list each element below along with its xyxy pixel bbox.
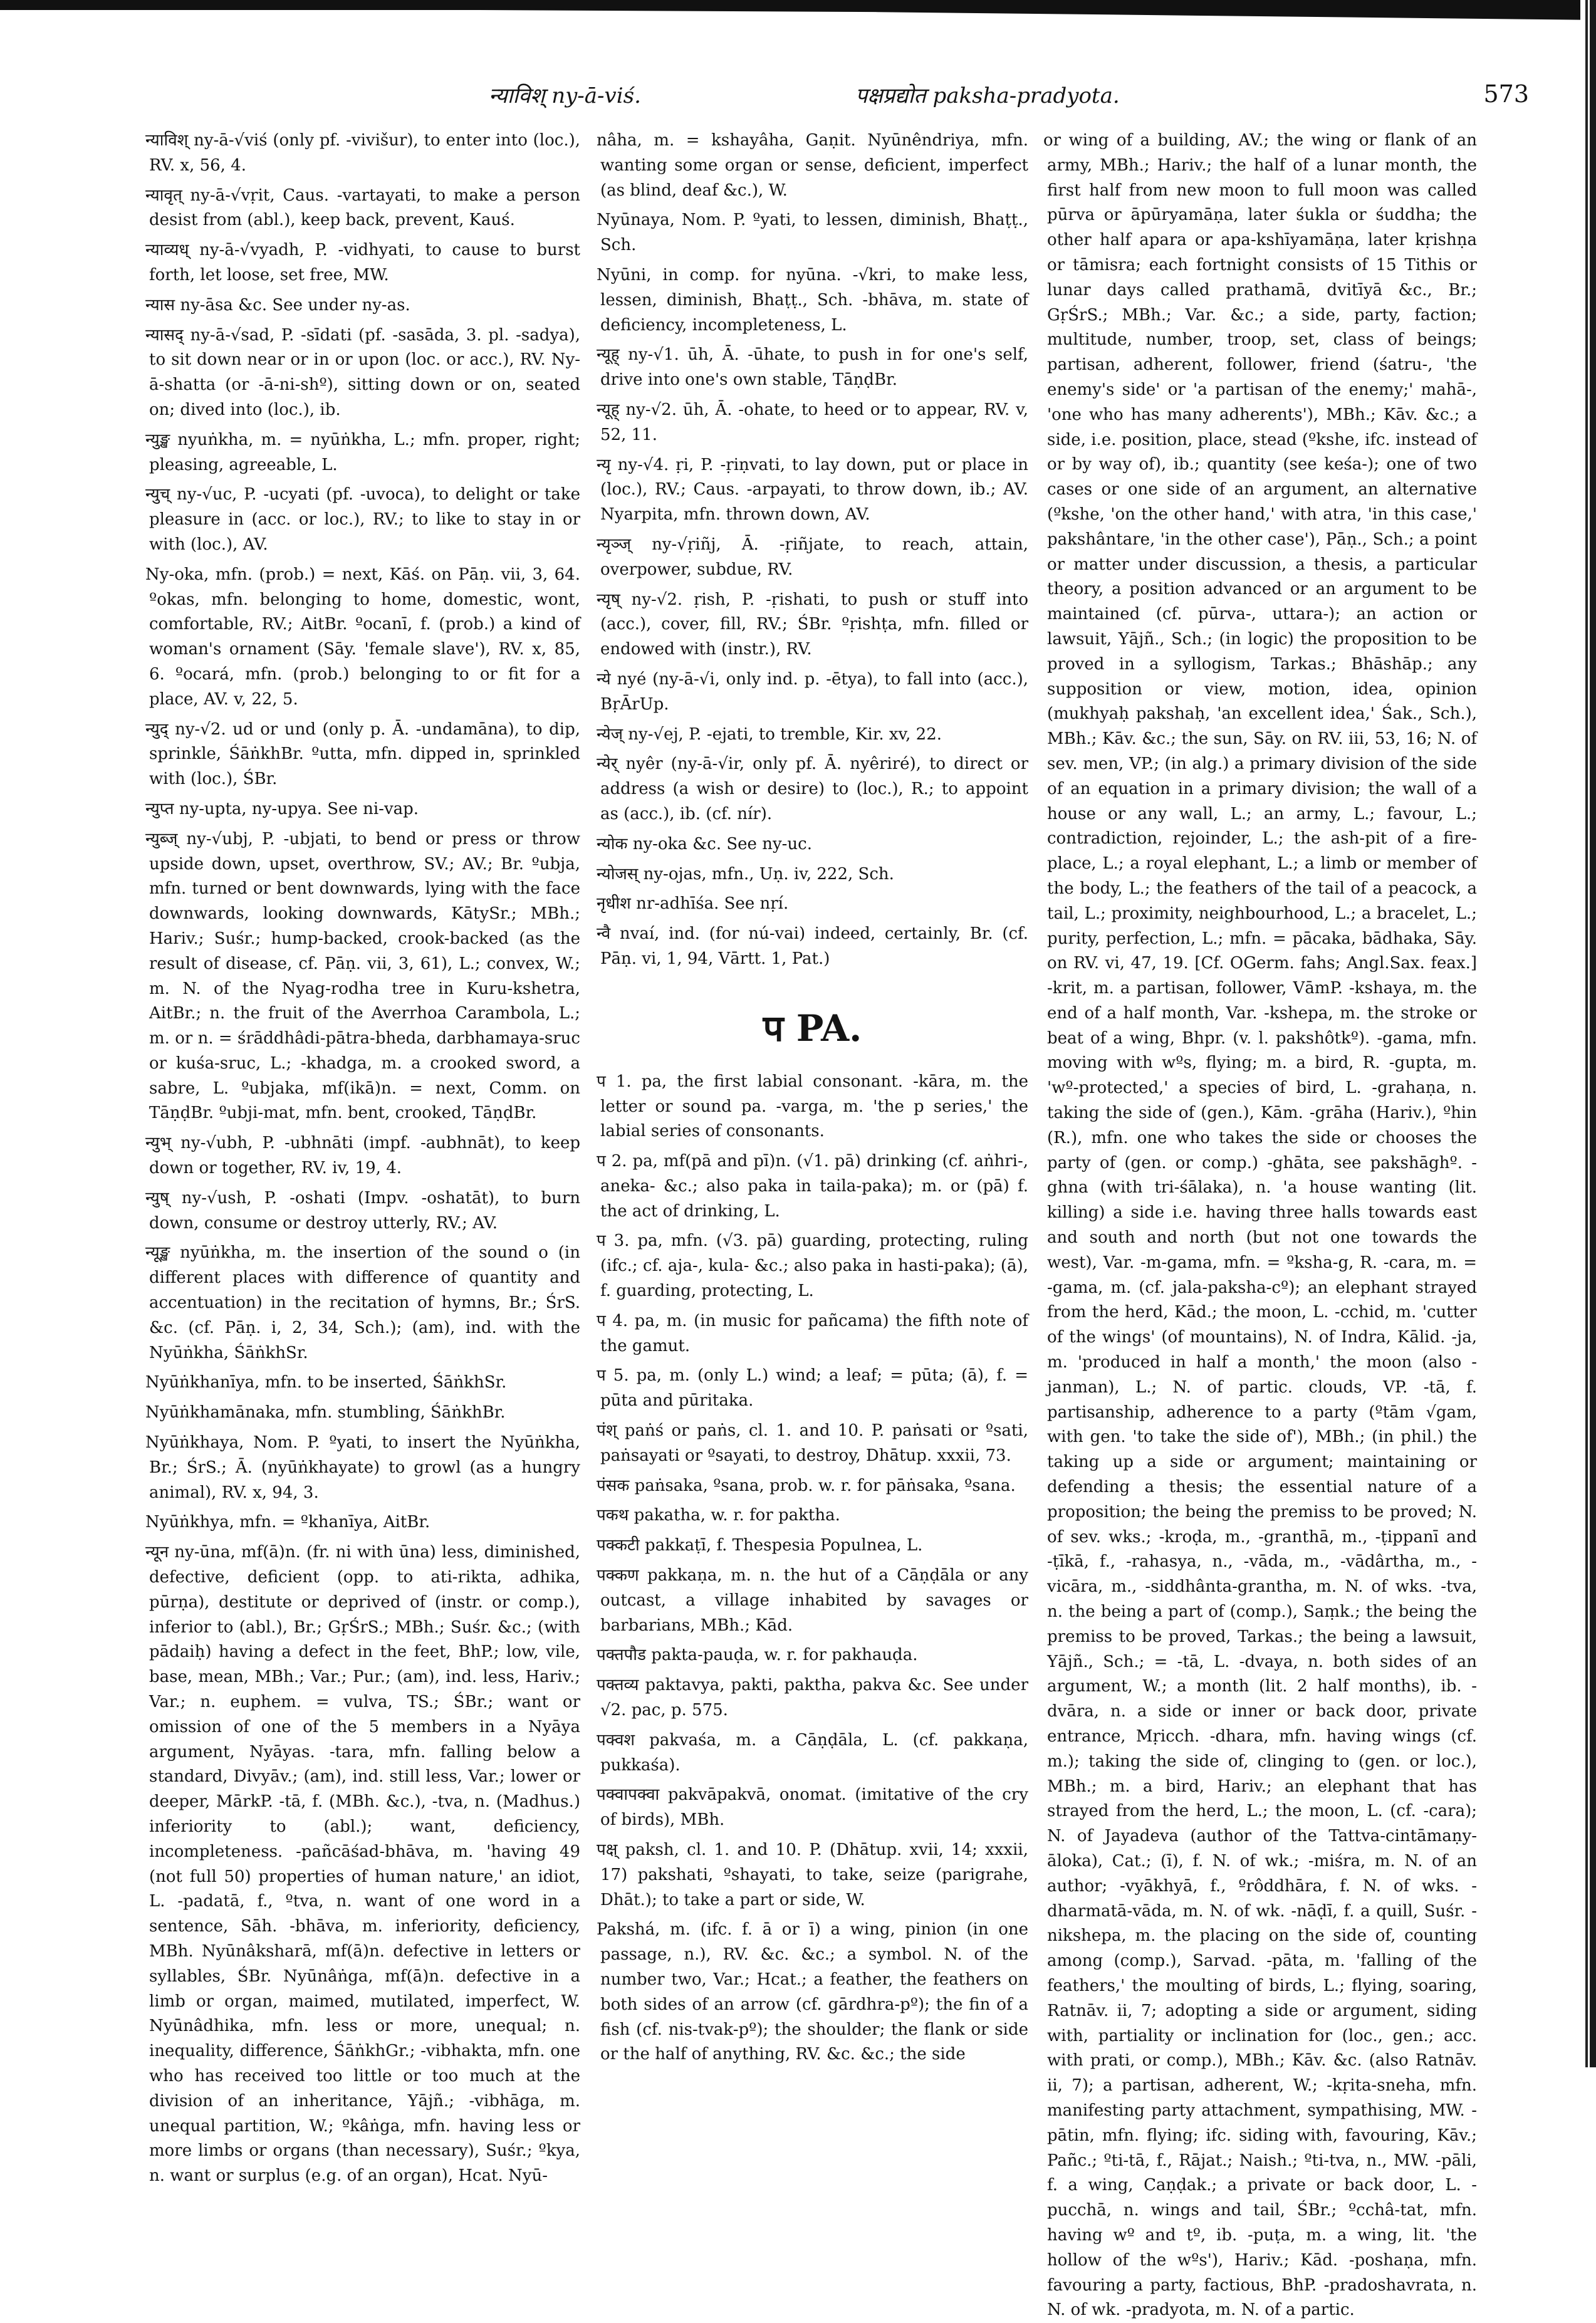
page-number: 573 [1483, 80, 1529, 108]
dictionary-entry: Nyūṅkhamānaka, mfn. stumbling, ŚāṅkhBr. [145, 1403, 506, 1423]
column-3 [1043, 128, 1477, 2320]
dictionary-entry: पक्कण pakkaṇa, m. n. the hut of a Cāṇḍāla or any outcast, a village inhabited by savages or barbarians, MBh.; Kād. [597, 1566, 1028, 1635]
dictionary-entry: Pakshá, m. (ifc. f. ā or ī) a wing, pinion (in one passage, n.), RV. &c. &c.; a symbol. N. of the number two, Var.; Hcat.; a feather, the feathers on both sides of an arrow (cf. gārdhra-pº); the fin of a fish (cf. nis-tvak-pº); the shoulder; the flank or side or the half of anything, RV. &c. &c.; the side [597, 1920, 1028, 2064]
dictionary-entry: नृधीश nr-adhīśa. See nṛí. [597, 894, 789, 914]
dictionary-entry: न्युद् ny-√2. ud or und (only p. Ā. -undamāna), to dip, sprinkle, ŚāṅkhBr. ºutta, mfn. dipped in, sprinkled with (loc.), ŚBr. [145, 719, 580, 789]
dictionary-entry: न्युब्ज् ny-√ubj, P. -ubjati, to bend or press or throw upside down, upset, overthrow, SV.; AV.; Br. ºubja, mfn. turned or bent downwards, lying with the face downwards, looking downwards, KātySr.; MBh.; Hariv.; Suśr.; hump-backed, crook-backed (as the result of disease, cf. Pāṇ. vii, 3, 61), L.; convex, W.; m. N. of the Nyag-rodha tree in Kuru-kshetra, AitBr.; n. the fruit of the Averrhoa Carambola, L.; m. or n. = śrāddhâdi-pātra-bheda, darbhamaya-sruc or kuśa-sruc, L.; -khadga, m. a crooked sword, a sabre, L. ºubjaka, mf(ikā)n. = next, Comm. on TāṇḍBr. ºubji-mat, mfn. bent, crooked, TāṇḍBr. [145, 829, 580, 1123]
dictionary-entry: न्युभ् ny-√ubh, P. -ubhnāti (impf. -aubhnāt), to keep down or together, RV. iv, 19, 4. [145, 1134, 580, 1178]
dictionary-entry: nâha, m. = kshayâha, Gaṇit. Nyūnêndriya, mfn. wanting some organ or sense, deficient, imperfect (as blind, deaf &c.), W. [597, 131, 1028, 200]
dictionary-entry: न्येर् nyêr (ny-ā-√ir, only pf. Ā. nyêriré), to direct or address (a wish or desire) to (loc.), R.; to appoint as (acc.), ib. (cf. nír). [597, 754, 1028, 823]
dictionary-entry: न्यृ ny-√4. ṛi, P. -ṛiṇvati, to lay down, put or place in (loc.), RV.; Caus. -arpayati, to throw down, ib.; AV. Nyarpita, mfn. thrown down, AV. [597, 455, 1028, 525]
left-running-head: न्याविश् ny-ā-viś. [489, 83, 641, 108]
dictionary-entry: न्युच् ny-√uc, P. -ucyati (pf. -uvoca), to delight or take pleasure in (acc. or loc.), RV.; to like to stay in or with (loc.), AV. [145, 485, 580, 554]
dictionary-entry: प 4. pa, m. (in music for pañcama) the fifth note of the gamut. [597, 1311, 1028, 1355]
dictionary-entry: पंश् paṅś or paṅs, cl. 1. and 10. P. paṅsati or ºsati, paṅsayati or ºsayati, to destroy, Dhātup. xxxii, 73. [597, 1421, 1028, 1465]
dictionary-entry: Nyūṅkhya, mfn. = ºkhanīya, AitBr. [145, 1513, 430, 1532]
dictionary-entry: पंसक paṅsaka, ºsana, prob. w. r. for pāṅsaka, ºsana. [597, 1476, 1016, 1495]
dictionary-entry: Ny-oka, mfn. (prob.) = next, Kāś. on Pāṇ. vii, 3, 64. ºokas, mfn. belonging to home, domestic, wont, comfortable, RV.; AitBr. ºocanī, f. (prob.) a kind of woman's ornament (Sāy. 'female slave'), RV. x, 85, 6. ºocará, mfn. (prob.) belonging to or fit for a place, AV. v, 22, 5. [145, 565, 580, 709]
dictionary-entry: न्यास ny-āsa &c. See under ny-as. [145, 295, 410, 315]
dictionary-entry: न्योजस् ny-ojas, mfn., Uṇ. iv, 222, Sch. [597, 864, 894, 884]
dictionary-entry: प 5. pa, m. (only L.) wind; a leaf; = pūta; (ā), f. = pūta and pūritaka. [597, 1366, 1028, 1411]
dictionary-entry: न्यूह् ny-√2. ūh, Ā. -ohate, to heed or to appear, RV. v, 52, 11. [597, 400, 1028, 444]
dictionary-entry: न्यासद् ny-ā-√sad, P. -sīdati (pf. -sasāda, 3. pl. -sadya), to sit down near or in or upon (loc. or acc.), RV. Ny-ā-shatta (or -ā-ni-shº), sitting down or on, seated on; dived into (loc.), ib. [145, 325, 580, 419]
dictionary-entry: न्ये nyé (ny-ā-√i, only ind. p. -ētya), to fall into (acc.), BṛĀrUp. [597, 669, 1028, 714]
dictionary-entry: न्यूह् ny-√1. ūh, Ā. -ūhate, to push in for one's self, drive into one's own stable, TāṇḍBr. [597, 345, 1028, 390]
dictionary-entry: Nyūni, in comp. for nyūna. -√kri, to make less, lessen, diminish, Bhaṭṭ., Sch. -bhāva, m. state of deficiency, incompleteness, L. [597, 265, 1028, 335]
column-2 [597, 128, 1028, 2064]
dictionary-entry: न्यावृत् ny-ā-√vṛit, Caus. -vartayati, to make a person desist from (abl.), keep back, prevent, Kauś. [145, 185, 580, 230]
scan-top-wedge [0, 10, 1596, 20]
dictionary-entry: Nyūnaya, Nom. P. ºyati, to lessen, diminish, Bhaṭṭ., Sch. [597, 211, 1028, 255]
dictionary-entry: न्येज् ny-√ej, P. -ejati, to tremble, Kir. xv, 22. [597, 724, 942, 744]
dictionary-entry: न्वै nvaí, ind. (for nú-vai) indeed, certainly, Br. (cf. Pāṇ. vi, 1, 94, Vārtt. 1, Pat.) [597, 924, 1028, 968]
dictionary-entry: or wing of a building, AV.; the wing or flank of an army, MBh.; Hariv.; the half of a lunar month, the first half from new moon to full moon was called pūrva or āpūryamāṇa, later śukla or śuddha; the other half apara or apa-kshīyamāṇa, later kṛishṇa or tāmisra; each fortnight consists of 15 Tithis or lunar days called prathamā, dvitīyā &c., Br.; GṛŚrS.; MBh.; Var. &c.; a side, party, faction; multitude, number, troop, set, class of beings; partisan, adherent, follower, friend (śatru-, 'the enemy's side' or 'a partisan of the enemy;' mahā-, 'one who has many adherents'), MBh.; Kāv. &c.; a side, i.e. position, place, stead (ºkshe, ifc. instead of or by way of), ib.; quantity (see keśa-); one of two cases or one side of an argument, an alternative (ºkshe, 'on the other hand,' with atra, 'in this case,' pakshântare, 'in the other case'), Pāṇ., Sch.; a point or matter under discussion, a thesis, a particular theory, a position advanced or an argument to be maintained (cf. pūrva-, uttara-); an action or lawsuit, Yājñ., Sch.; (in logic) the proposition to be proved in a syllogism, Tarkas.; Bhāshāp.; any supposition or view, motion, idea, opinion (mukhyaḥ pakshaḥ, 'an excellent idea,' Śak., Sch.), MBh.; Kāv. &c.; the sun, Sāy. on RV. iii, 53, 16; N. of sev. men, VP.; (in alg.) a primary division of the side of an equation in a primary division; the wall of a house or any wall, L.; an army, L.; favour, L.; contradiction, rejoinder, L.; the ash-pit of a fire-place, L.; a royal elephant, L.; a limb or member of the body, L.; the feathers of the tail of a peacock, a tail, L.; proximity, neighbourhood, L.; a bracelet, L.; purity, perfection, L.; mfn. = pācaka, bādhaka, Sāy. on RV. vi, 47, 19. [Cf. OGerm. fahs; Angl.Sax. feax.] -krit, m. a partisan, follower, VāmP. -kshaya, m. the end of a half month, Var. -kshepa, m. the stroke or beat of a wing, Bhpr. (v. l. pakshôtkº). -gama, mfn. moving with wºs, flying; m. a bird, R. -gupta, m. 'wº-protected,' a species of bird, L. -grahaṇa, n. taking the side of (gen.), Kām. -grāha (Hariv.), ºhin (R.), mfn. one who takes the side or chooses the party of (gen. or comp.) -ghāta, see pakshāghº. -ghna (with tri-śālaka), n. 'a house wanting (lit. killing) a side i.e. having three halls towards east and south and north (but not one towards the west), Var. -m-gama, mfn. = ºksha-g, R. -cara, m. = -gama, m. (cf. jala-paksha-cº); an elephant strayed from the herd, Kād.; the moon, L. -cchid, m. 'cutter of the wings' (of mountains), N. of Indra, Kālid. -ja, m. 'produced in half a month,' the moon (also -janman), L.; N. of partic. clouds, VP. -tā, f. partisanship, adherence to a party (ºtām √gam, with gen. 'to take the side of'), MBh.; (in phil.) the taking up a side or argument; maintaining or defending a thesis; the essential nature of a proposition; the being the premiss to be proved; N. of sev. wks.; -kroḍa, m., -granthā, m., -ṭippanī and -ṭīkā, f., -rahasya, n., -vāda, m., -vādârtha, m., -vicāra, m., -siddhânta-grantha, m. N. of wks. -tva, n. the being a part of (comp.), Saṃk.; the being the premiss to be proved, Tarkas.; the being a lawsuit, Yājñ., Sch.; = -tā, L. -dvaya, n. both sides of an argument, W.; a month (lit. 2 half months), ib. -dvāra, n. a side or inner or back door, private entrance, Mṛicch. -dhara, mfn. having wings (cf. m.); taking the side of, clinging to (gen. or loc.), MBh.; m. a bird, Hariv.; an elephant that has strayed from the herd, L.; the moon, L. (cf. -cara); N. of Jayadeva (author of the Tattva-cintāmaṇy-āloka), Cat.; (ī), f. N. of wk.; -miśra, m. N. of an author; -vyākhyā, f., ºrôddhāra, f. N. of wks. -dharmatā-vāda, m. N. of wk. -nāḍī, f. a quill, Suśr. -nikshepa, m. the placing on the side of, counting among (comp.), Sarvad. -pāta, m. 'falling of the feathers,' the moulting of birds, L.; flying, soaring, Ratnāv. ii, 7; adopting a side or argument, siding with, partiality or inclination for (loc., gen.; acc. with prati, or comp.), MBh.; Kāv. &c. (also Ratnāv. ii, 7); a partisan, adherent, W.; -kṛita-sneha, mfn. manifesting party attachment, sympathising, MW. -pātin, mfn. flying; ifc. siding with, favouring, Kāv.; Pañc.; ºti-tā, f., Rājat.; Naish.; ºti-tva, n., MW. -pāli, f. a wing, Caṇḍak.; a private or back door, L. -pucchā, n. wings and tail, ŚBr.; ºcchâ-tat, mfn. having wº and tº, ib. -puṭa, m. a wing, lit. 'the hollow of the wºs'), Hariv.; Kād. -poshaṇa, mfn. favouring a party, factious, BhP. -pradoshavrata, n. N. of wk. -pradyota, m. N. of a partic. [1043, 131, 1477, 2320]
center-running-head: पक्षप्रद्योत paksha-pradyota. [855, 83, 1120, 108]
dictionary-entry: पकथ pakatha, w. r. for paktha. [597, 1506, 840, 1525]
dictionary-entry: न्याविश् ny-ā-√viś (only pf. -vivišur), to enter into (loc.), RV. x, 56, 4. [145, 131, 580, 175]
column-1 [145, 128, 580, 2186]
dictionary-entry: न्यून ny-ūna, mf(ā)n. (fr. ni with ūna) less, diminished, defective, deficient (opp. to ati-rikta, adhika, pūrṇa), destitute or deprived of (instr. or comp.), inferior to (abl.), Br.; GṛŚrS.; MBh.; Suśr. &c.; (with pādaiḥ) having a defect in the feet, BhP.; low, vile, base, mean, MBh.; Var.; Pur.; (am), ind. less, Hariv.; Var.; n. euphem. = vulva, TS.; ŚBr.; want or omission of one of the 5 members in a Nyāya argument, Nyāyas. -tara, mfn. falling below a standard, Divyāv.; (am), ind. still less, Var.; lower or deeper, MārkP. -tā, f. (MBh. &c.), -tva, n. (Madhus.) inferiority to (abl.); want, deficiency, incompleteness. -pañcāśad-bhāva, m. 'having 49 (not full 50) properties of human nature,' an idiot, L. -padatā, f., ºtva, n. want of one word in a sentence, Sāh. -bhāva, m. inferiority, deficiency, MBh. Nyūnâksharā, mf(ā)n. defective in letters or syllables, ŚBr. Nyūnâṅga, mf(ā)n. defective in a limb or organ, maimed, mutilated, imperfect, W. Nyūnâdhika, mfn. less or more, unequal; n. inequality, difference, ŚāṅkhGr.; -vibhakta, mfn. one who has received too little or too much at the division of an inheritance, Yājñ.; -vibhāga, m. unequal partition, W.; ºkâṅga, mfn. having less or more limbs or organs (than necessary), Suśr.; ºkya, n. want or surplus (e.g. of an organ), Hcat. Nyū- [145, 1543, 580, 2186]
dictionary-entry: न्यूङ्ख nyūṅkha, m. the insertion of the sound o (in different places with difference of quantity and accentuation) in the recitation of hymns, Br.; ŚrS. &c. (cf. Pāṇ. i, 2, 34, Sch.); (am), ind. with the Nyūṅkha, ŚāṅkhSr. [145, 1243, 580, 1362]
dictionary-entry: पक्ष् paksh, cl. 1. and 10. P. (Dhātup. xvii, 14; xxxii, 17) pakshati, ºshayati, to take, seize (parigrahe, Dhāt.); to take a part or side, W. [597, 1840, 1028, 1909]
dictionary-entry: न्युङ्ख nyuṅkha, m. = nyūṅkha, L.; mfn. proper, right; pleasing, agreeable, L. [145, 430, 580, 474]
dictionary-entry: पक्वापक्वा pakvāpakvā, onomat. (imitative of the cry of birds), MBh. [597, 1785, 1028, 1830]
dictionary-entry: Nyūṅkhanīya, mfn. to be inserted, ŚāṅkhSr. [145, 1373, 507, 1392]
page-header [125, 80, 1529, 118]
dictionary-entry: प 3. pa, mfn. (√3. pā) guarding, protecting, ruling (ifc.; cf. aja-, kula- &c.; also paka in hasti-paka); (ā), f. guarding, protecting, L. [597, 1231, 1028, 1301]
dictionary-entry: पक्तपौड pakta-pauḍa, w. r. for pakhauḍa. [597, 1646, 918, 1665]
dictionary-entry: न्योक ny-oka &c. See ny-uc. [597, 834, 812, 854]
dictionary-entry: न्याव्यध् ny-ā-√vyadh, P. -vidhyati, to cause to burst forth, let loose, set free, MW. [145, 241, 580, 285]
section-heading: प PA. [763, 1006, 862, 1050]
dictionary-entry: न्युष् ny-√ush, P. -oshati (Impv. -oshatāt), to burn down, consume or destroy utterly, RV.; AV. [145, 1188, 580, 1233]
dictionary-entry: न्यृञ्ज् ny-√ṛiñj, Ā. -ṛiñjate, to reach, attain, overpower, subdue, RV. [597, 535, 1028, 579]
dictionary-entry: न्युप्त ny-upta, ny-upya. See ni-vap. [145, 799, 419, 818]
dictionary-entry: पक्कटी pakkaṭī, f. Thespesia Populnea, L. [597, 1536, 923, 1555]
scan-top-shadow [0, 0, 1596, 10]
dictionary-entry: न्यृष् ny-√2. ṛish, P. -ṛishati, to push or stuff into (acc.), cover, fill, RV.; ŚBr. ºṛishṭa, mfn. filled or endowed with (instr.), RV. [597, 590, 1028, 659]
dictionary-entry: Nyūṅkhaya, Nom. P. ºyati, to insert the Nyūṅkha, Br.; ŚrS.; Ā. (nyūṅkhayate) to growl (as a hungry animal), RV. x, 94, 3. [145, 1433, 580, 1502]
dictionary-entry: प 1. pa, the first labial consonant. -kāra, m. the letter or sound pa. -varga, m. 'the p series,' the labial series of consonants. [597, 1072, 1028, 1141]
dictionary-entry: पक्वश pakvaśa, m. a Cāṇḍāla, L. (cf. pakkaṇa, pukkaśa). [597, 1730, 1028, 1775]
dictionary-entry: पक्तव्य paktavya, pakti, paktha, pakva &c. See under √2. pac, p. 575. [597, 1676, 1028, 1720]
dictionary-entry: प 2. pa, mf(pā and pī)n. (√1. pā) drinking (cf. aṅhri-, aneka- &c.; also paka in taila-paka); m. or (pā) f. the act of drinking, L. [597, 1152, 1028, 1221]
scan-right-edge [1580, 0, 1596, 2067]
